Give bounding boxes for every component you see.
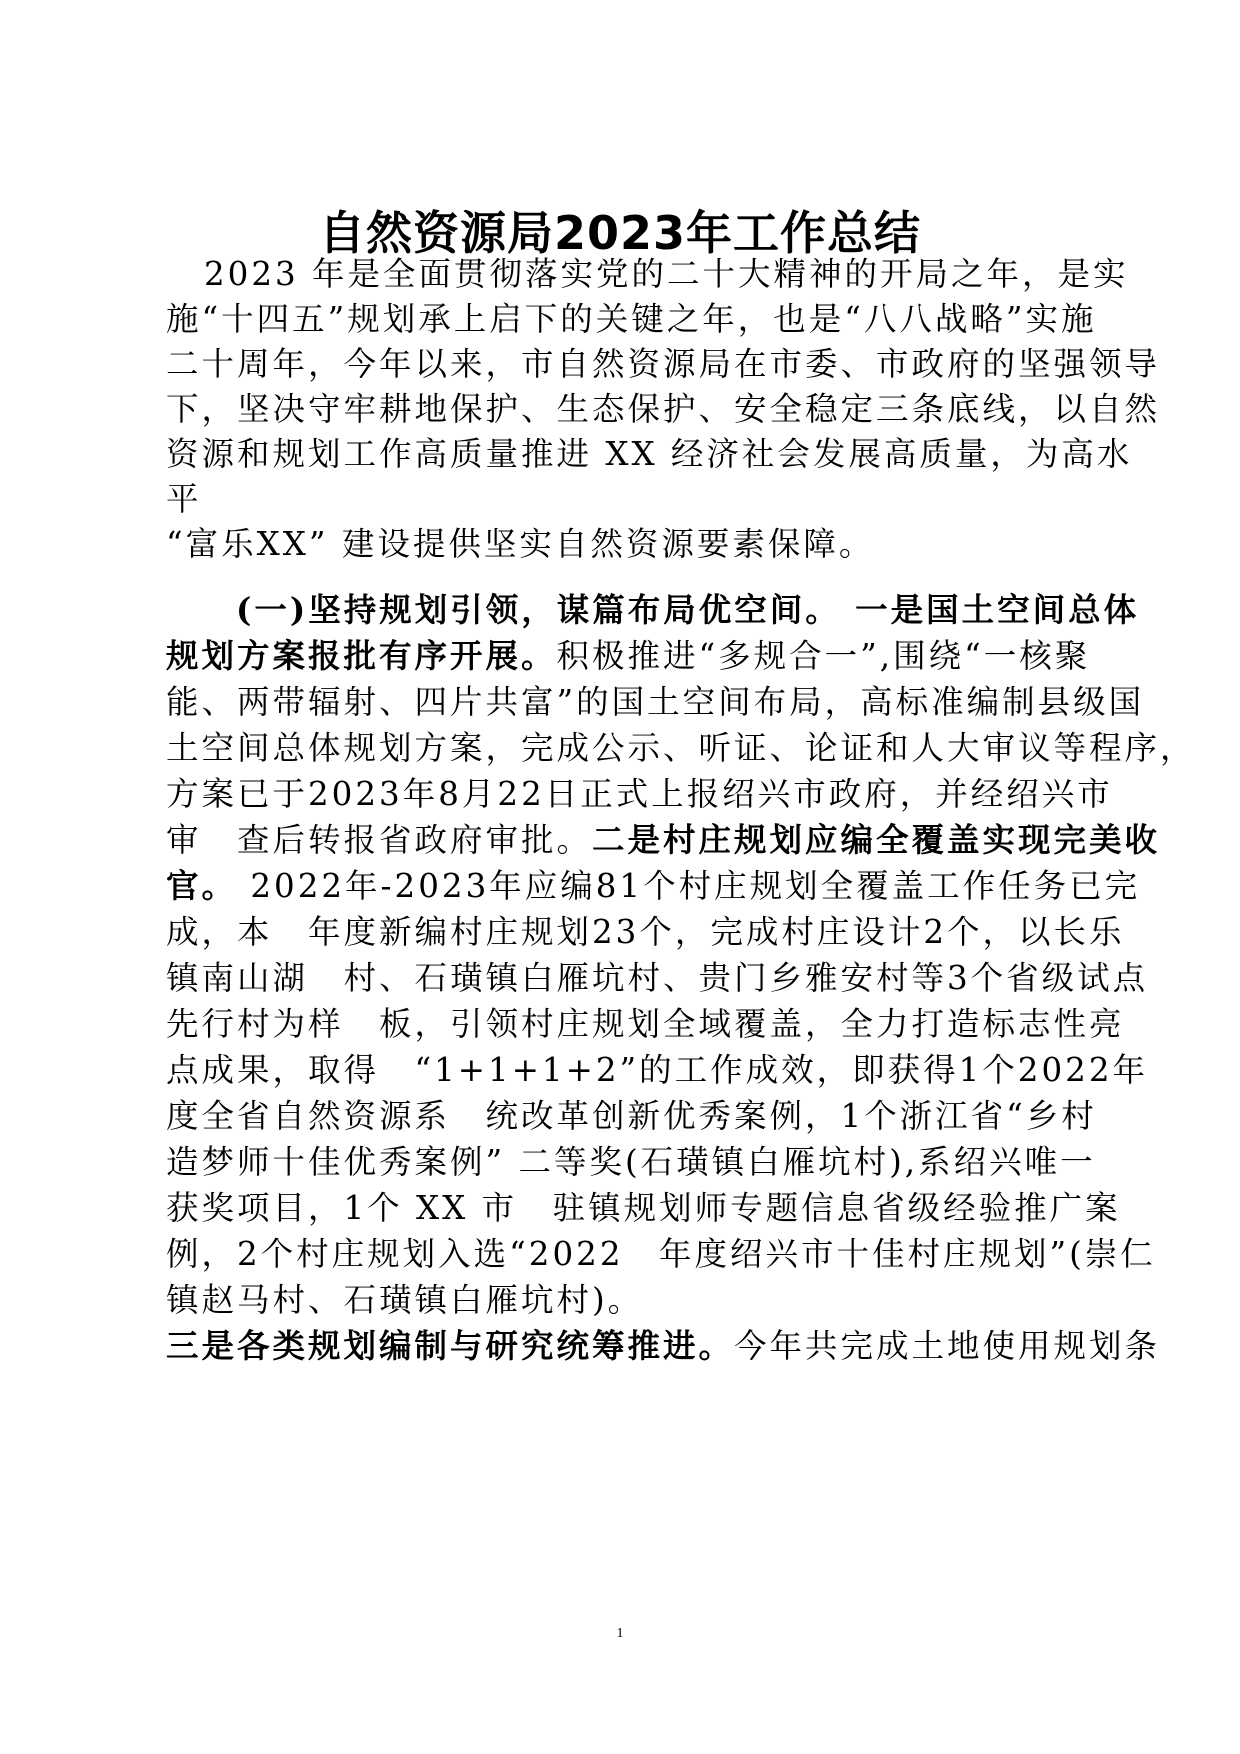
section1-line-10: 先行村为样 板，引领村庄规划全域覆盖，全力打造标志性亮 bbox=[166, 1005, 1125, 1043]
section1-line-9: 镇南山湖 村、石璜镇白雁坑村、贵门乡雅安村等3个省级试点 bbox=[166, 959, 1149, 997]
section1-line-5: 方案已于2023年8月22日正式上报绍兴市政府，并经绍兴市 bbox=[166, 775, 1113, 813]
section1-heading-1: 规划方案报批有序开展。 bbox=[166, 636, 557, 675]
section1-heading-2-end: 官。 bbox=[166, 866, 238, 905]
intro-line-2: 施“十四五”规划承上启下的关键之年，也是“八八战略”实施 bbox=[166, 300, 1097, 338]
intro-line-4: 下，坚决守牢耕地保护、生态保护、安全稳定三条底线，以自然 bbox=[166, 390, 1161, 428]
intro-line-7: “富乐XX” 建设提供坚实自然资源要素保障。 bbox=[166, 525, 875, 563]
section1-line-6 bbox=[166, 818, 1161, 862]
section1-line-12: 度全省自然资源系 统改革创新优秀案例，1个浙江省“乡村 bbox=[166, 1097, 1097, 1135]
section1-line-4: 土空间总体规划方案，完成公示、听证、论证和人大审议等程序， bbox=[166, 729, 1196, 767]
section1-text-6: 审 查后转报省政府审批。 bbox=[166, 821, 593, 859]
intro-line-1: 2023 年是全面贯彻落实党的二十大精神的开局之年，是实 bbox=[204, 255, 1129, 293]
section1-line-15: 例，2个村庄规划入选“2022 年度绍兴市十佳村庄规划”(崇仁 bbox=[166, 1235, 1156, 1273]
section1-line-11: 点成果，取得 “1+1+1+2”的工作成效，即获得1个2022年 bbox=[166, 1051, 1149, 1089]
document-title: 自然资源局2023年工作总结 bbox=[318, 206, 922, 260]
section3-text: 今年共完成土地使用规划条 bbox=[734, 1327, 1161, 1365]
intro-line-3: 二十周年，今年以来，市自然资源局在市委、市政府的坚强领导 bbox=[166, 345, 1161, 383]
intro-line-6: 平 bbox=[166, 480, 202, 518]
section1-line-14: 获奖项目，1个 XX 市 驻镇规划师专题信息省级经验推广案 bbox=[166, 1189, 1121, 1227]
section1-text-2: 积极推进“多规合一”,围绕“一核聚 bbox=[556, 637, 1091, 675]
section1-line-16: 镇赵马村、石璜镇白雁坑村)。 bbox=[166, 1281, 644, 1319]
page-number: 1 bbox=[616, 1626, 624, 1641]
section1-heading-2: 二是村庄规划应编全覆盖实现完美收 bbox=[592, 820, 1161, 859]
section1-line-2 bbox=[166, 634, 1091, 678]
section1-line-1: (一)坚持规划引领，谋篇布局优空间。 一是国土空间总体 bbox=[236, 590, 1140, 629]
section1-line-3: 能、两带辐射、四片共富”的国土空间布局，高标准编制县级国 bbox=[166, 683, 1145, 721]
section1-line-13: 造梦师十佳优秀案例” 二等奖(石璜镇白雁坑村),系绍兴唯一 bbox=[166, 1143, 1096, 1181]
section1-line-7 bbox=[166, 864, 1141, 908]
section1-text-7: 2022年-2023年应编81个村庄规划全覆盖工作任务已完 bbox=[237, 867, 1141, 905]
section3-heading: 三是各类规划编制与研究统筹推进。 bbox=[166, 1326, 735, 1365]
section1-line-8: 成，本 年度新编村庄规划23个，完成村庄设计2个，以长乐 bbox=[166, 913, 1125, 951]
section3-line-1 bbox=[166, 1324, 1161, 1368]
intro-line-5: 资源和规划工作高质量推进 XX 经济社会发展高质量，为高水 bbox=[166, 435, 1133, 473]
